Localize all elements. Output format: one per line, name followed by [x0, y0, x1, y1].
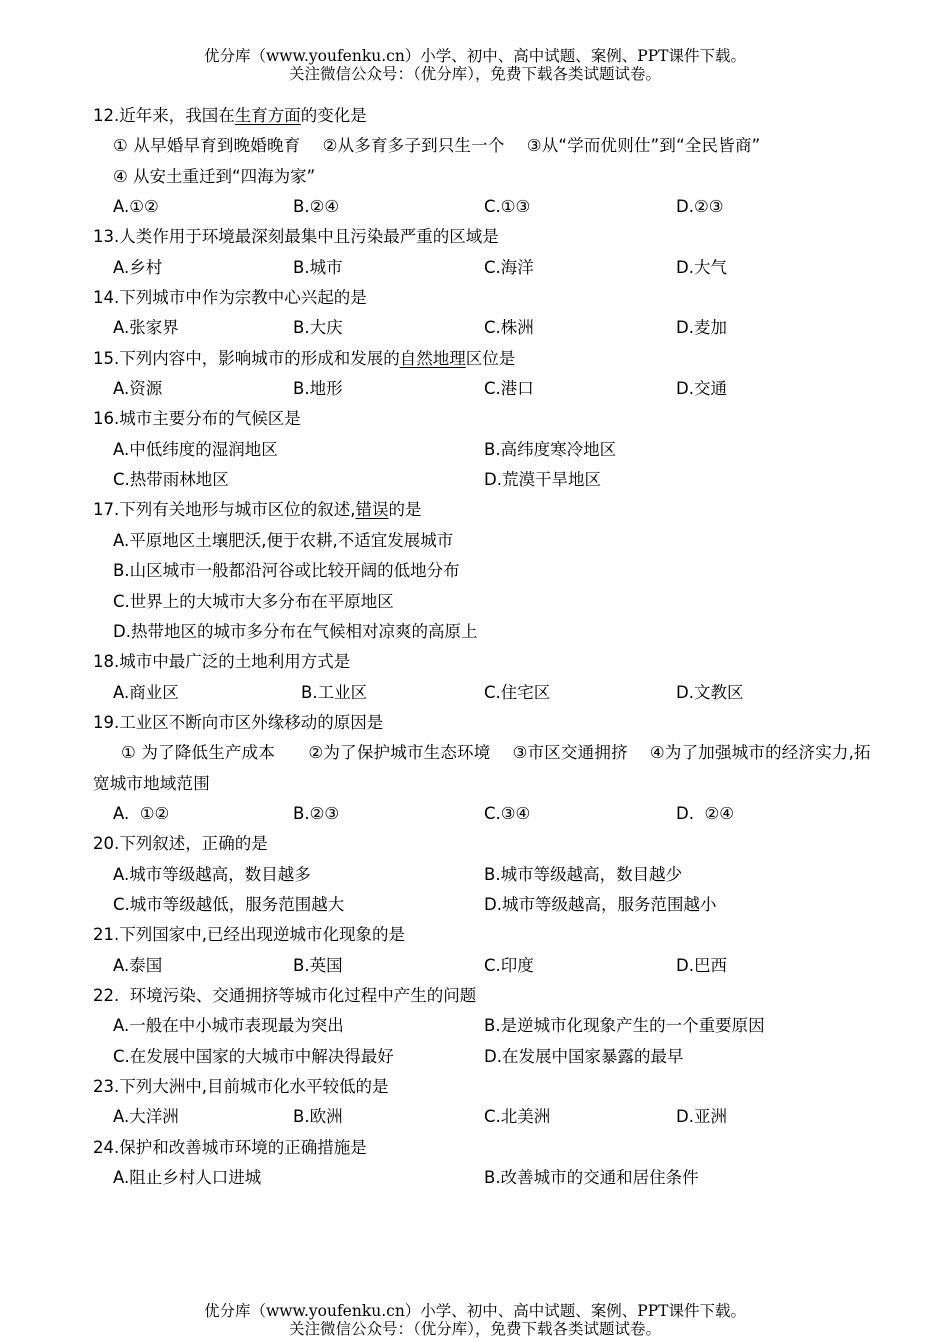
header-line-1: 优分库（www.youfenku.cn）小学、初中、高中试题、案例、PPT课件下载。	[203, 47, 747, 65]
question-19-items: ① 为了降低生产成本 ②为了保护城市生态环境 ③市区交通拥挤 ④为了加强城市的经济实力,拓宽城市地域范围	[93, 743, 871, 793]
option-c[interactable]: C.世界上的大城市大多分布在平原地区	[113, 591, 394, 611]
question-19-stem: 19.工业区不断向市区外缘移动的原因是	[93, 712, 384, 732]
option-a[interactable]: A.中低纬度的湿润地区	[113, 439, 278, 459]
question-12-stem: 12.近年来，我国在生育方面的变化是	[93, 106, 367, 125]
option-d[interactable]: D.大气	[676, 257, 727, 277]
option-a[interactable]: A.平原地区土壤肥沃,便于农耕,不适宜发展城市	[113, 530, 454, 550]
option-c[interactable]: C.热带雨林地区	[113, 470, 229, 490]
option-b[interactable]: B.高纬度寒冷地区	[484, 439, 617, 459]
question-12-item-4: ④ 从安土重迁到“四海为家”	[113, 166, 316, 186]
option-a[interactable]: A. ①②	[113, 803, 170, 823]
option-d[interactable]: D.城市等级越高，服务范围越小	[484, 894, 717, 914]
option-d[interactable]: D.巴西	[676, 955, 727, 975]
question-20-stem: 20.下列叙述，正确的是	[93, 834, 268, 854]
option-a[interactable]: A.大洋洲	[113, 1107, 179, 1127]
question-20-options-row-2	[93, 890, 883, 920]
question-16-options-row-1	[93, 435, 883, 465]
question-23-stem: 23.下列大洲中,目前城市化水平较低的是	[93, 1077, 389, 1096]
option-b[interactable]: B.改善城市的交通和居住条件	[484, 1168, 699, 1188]
option-b[interactable]: B.山区城市一般都沿河谷或比较开阔的低地分布	[113, 561, 460, 581]
question-24-options	[93, 1163, 883, 1193]
option-d[interactable]: D.麦加	[676, 318, 727, 338]
option-d[interactable]: D.②③	[676, 197, 724, 217]
question-list	[93, 101, 883, 1193]
question-18-stem: 18.城市中最广泛的土地利用方式是	[93, 652, 351, 672]
option-c[interactable]: C.海洋	[484, 257, 534, 277]
option-a[interactable]: A.①②	[113, 197, 159, 217]
option-d[interactable]: D. ②④	[676, 803, 735, 823]
option-c[interactable]: C.株洲	[484, 318, 534, 338]
header-line-2: 关注微信公众号：（优分库），免费下载各类试题试卷。	[288, 65, 661, 83]
question-14-stem: 14.下列城市中作为宗教中心兴起的是	[93, 288, 367, 308]
question-12-options	[93, 192, 883, 222]
option-b[interactable]: B.城市等级越高，数目越少	[484, 864, 683, 884]
option-c[interactable]: C.①③	[484, 197, 531, 217]
question-22-options-row-2	[93, 1042, 883, 1072]
option-b[interactable]: B.英国	[293, 955, 343, 975]
option-b[interactable]: B.大庆	[293, 318, 343, 338]
option-b[interactable]: B.欧洲	[293, 1107, 343, 1127]
option-d[interactable]: D.热带地区的城市多分布在气候相对凉爽的高原上	[113, 621, 478, 641]
question-16-options-row-2	[93, 465, 883, 495]
question-14-options	[93, 313, 883, 343]
option-b[interactable]: B.城市	[293, 257, 343, 277]
option-b[interactable]: B.是逆城市化现象产生的一个重要原因	[484, 1016, 765, 1036]
option-a[interactable]: A.乡村	[113, 257, 163, 277]
option-b[interactable]: B.②④	[293, 197, 340, 217]
question-22-stem: 22. 环境污染、交通拥挤等城市化过程中产生的问题	[93, 985, 477, 1005]
option-d[interactable]: D.在发展中国家暴露的最早	[484, 1046, 684, 1066]
option-a[interactable]: A.商业区	[113, 682, 179, 702]
page-footer	[0, 1302, 950, 1338]
option-a[interactable]: A.资源	[113, 379, 163, 399]
question-20-options-row-1	[93, 860, 883, 890]
question-18-options	[93, 678, 883, 708]
option-a[interactable]: A.一般在中小城市表现最为突出	[113, 1016, 344, 1036]
option-c[interactable]: C.在发展中国家的大城市中解决得最好	[113, 1046, 394, 1066]
question-17-stem: 17.下列有关地形与城市区位的叙述,错误的是	[93, 500, 422, 520]
footer-line-2: 关注微信公众号：（优分库），免费下载各类试题试卷。	[288, 1320, 661, 1338]
question-12-items: ① 从早婚早育到晚婚晚育 ②从多育多子到只生一个 ③从“学而优则仕”到“全民皆商”	[113, 136, 761, 156]
question-15-options	[93, 374, 883, 404]
question-13-options	[93, 253, 883, 283]
option-a[interactable]: A.张家界	[113, 318, 179, 338]
question-21-options	[93, 951, 883, 981]
question-22-options-row-1	[93, 1011, 883, 1041]
option-c[interactable]: C.印度	[484, 955, 534, 975]
question-13-stem: 13.人类作用于环境最深刻最集中且污染最严重的区域是	[93, 227, 499, 247]
option-b[interactable]: B.地形	[293, 379, 343, 399]
footer-line-1: 优分库（www.youfenku.cn）小学、初中、高中试题、案例、PPT课件下载。	[203, 1302, 747, 1320]
question-23-options	[93, 1102, 883, 1132]
option-a[interactable]: A.城市等级越高，数目越多	[113, 864, 311, 884]
option-a[interactable]: A.泰国	[113, 955, 163, 975]
question-24-stem: 24.保护和改善城市环境的正确措施是	[93, 1137, 367, 1157]
question-21-stem: 21.下列国家中,已经出现逆城市化现象的是	[93, 925, 405, 945]
question-19-options	[93, 799, 883, 829]
option-d[interactable]: D.荒漠干旱地区	[484, 470, 601, 490]
page-header	[0, 47, 950, 83]
option-c[interactable]: C.港口	[484, 379, 534, 399]
option-d[interactable]: D.亚洲	[676, 1107, 727, 1127]
option-a[interactable]: A.阻止乡村人口进城	[113, 1168, 262, 1188]
option-c[interactable]: C.住宅区	[484, 682, 551, 702]
question-15-stem: 15.下列内容中，影响城市的形成和发展的自然地理区位是	[93, 348, 516, 368]
option-d[interactable]: D.交通	[676, 379, 727, 399]
option-b[interactable]: B.②③	[293, 803, 340, 823]
option-c[interactable]: C.北美洲	[484, 1107, 551, 1127]
option-b[interactable]: B.工业区	[301, 682, 368, 702]
question-16-stem: 16.城市主要分布的气候区是	[93, 409, 301, 429]
option-c[interactable]: C.③④	[484, 803, 531, 823]
option-d[interactable]: D.文教区	[676, 682, 744, 702]
option-c[interactable]: C.城市等级越低，服务范围越大	[113, 894, 345, 914]
